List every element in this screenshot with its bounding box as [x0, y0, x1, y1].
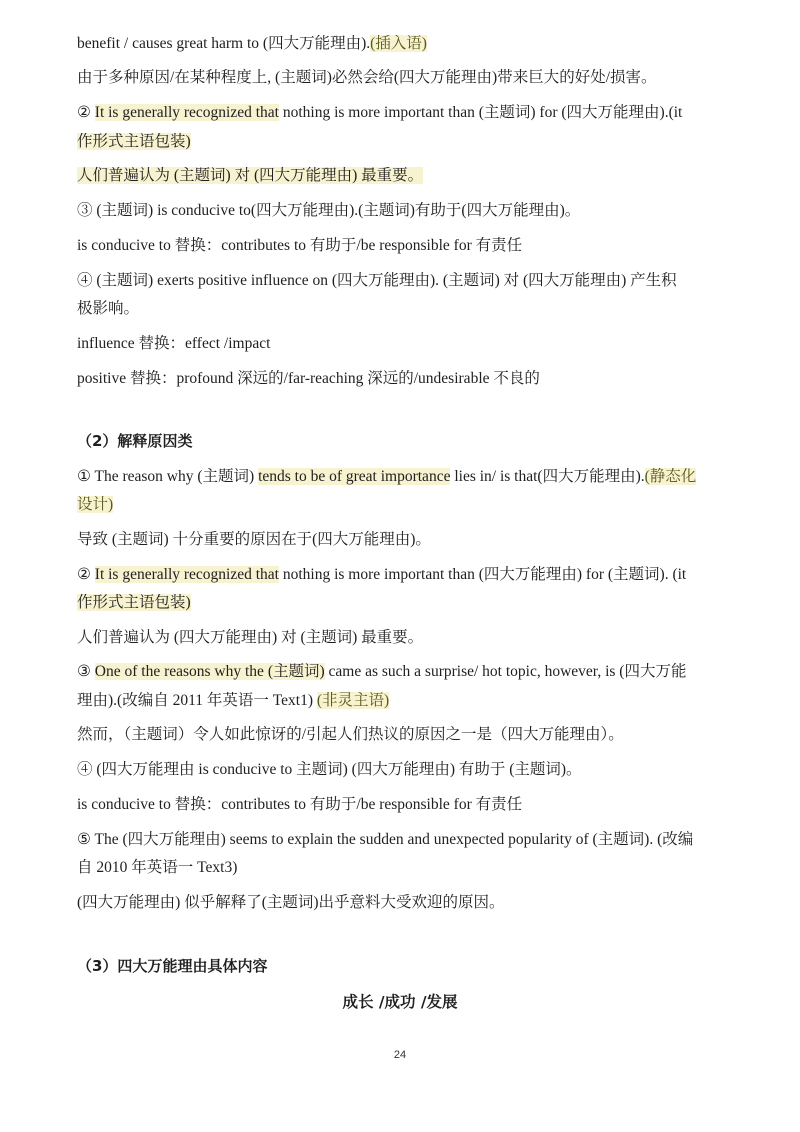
section-heading: （2）解释原因类 [77, 432, 193, 450]
paragraph-line [77, 131, 728, 153]
paragraph-line [77, 661, 728, 683]
paragraph-line [77, 102, 728, 124]
paragraph-line: ③ (主题词) is conducive to(四大万能理由).(主题词)有助于(四大万能理由)。 [77, 202, 581, 219]
highlighted-phrase: It is generally recognized that [94, 566, 279, 583]
text: nothing is more important than (四大万能理由) for (主题词). (it [278, 566, 687, 583]
text: ② [77, 566, 95, 583]
paragraph-line: is conducive to 替换：contributes to 有助于/be responsible for 有责任 [77, 796, 523, 813]
highlighted-phrase: 作形式主语包装) [77, 133, 191, 150]
section-heading: （3）四大万能理由具体内容 [77, 957, 268, 975]
paragraph-line: 人们普遍认为 (四大万能理由) 对 (主题词) 最重要。 [77, 629, 424, 646]
paragraph-line: 由于多种原因/在某种程度上, (主题词)必然会给(四大万能理由)带来巨大的好处/损害。 [77, 69, 657, 86]
annotation: (插入语) [370, 35, 427, 52]
paragraph-line: 极影响。 [77, 300, 140, 317]
highlighted-phrase: One of the reasons why the (主题词) [94, 663, 325, 680]
paragraph-line: 导致 (主题词) 十分重要的原因在于(四大万能理由)。 [77, 531, 431, 548]
paragraph-line [77, 690, 728, 712]
paragraph-line: 自 2010 年英语一 Text3) [77, 859, 238, 876]
paragraph-line: positive 替换：profound 深远的/far-reaching 深远的/undesirable 不良的 [77, 370, 540, 387]
text: ① The reason why (主题词) [77, 468, 259, 485]
text: ③ [77, 663, 95, 680]
paragraph-line [77, 564, 728, 586]
paragraph-line: (四大万能理由) 似乎解释了(主题词)出乎意料大受欢迎的原因。 [77, 894, 505, 911]
paragraph-line [77, 494, 728, 516]
annotation: (非灵主语) [316, 692, 390, 709]
paragraph-line: ⑤ The (四大万能理由) seems to explain the sudden and unexpected popularity of (主题词). (改编 [77, 831, 694, 848]
paragraph-line [77, 33, 728, 55]
text: 理由).(改编自 2011 年英语一 Text1) [77, 692, 317, 709]
section-subtitle: 成长 /成功 /发展 [342, 993, 458, 1011]
paragraph-line: 然而，（主题词）令人如此惊讶的/引起人们热议的原因之一是（四大万能理由）。 [77, 726, 624, 743]
text: lies in/ is that(四大万能理由). [450, 468, 645, 485]
paragraph-line: ④ (主题词) exerts positive influence on (四大万能理由). (主题词) 对 (四大万能理由) 产生积 [77, 272, 677, 289]
annotation: (静态化 [644, 468, 697, 485]
paragraph-line [77, 592, 728, 614]
text: benefit / causes great harm to (四大万能理由). [77, 35, 371, 52]
highlighted-phrase: tends to be of great importance [258, 468, 451, 485]
paragraph-line [77, 165, 728, 187]
text: ② [77, 104, 95, 121]
paragraph-line: ④ (四大万能理由 is conducive to 主题词) (四大万能理由) 有助于 (主题词)。 [77, 761, 582, 778]
text: nothing is more important than (主题词) for (四大万能理由).(it [278, 104, 683, 121]
paragraph-line: influence 替换：effect /impact [77, 335, 271, 352]
highlighted-phrase: 作形式主语包装) [77, 594, 191, 611]
highlighted-phrase: It is generally recognized that [94, 104, 279, 121]
paragraph-line [77, 466, 728, 488]
paragraph-line: is conducive to 替换：contributes to 有助于/be responsible for 有责任 [77, 237, 523, 254]
page-number: 24 [393, 1049, 407, 1061]
text: came as such a surprise/ hot topic, however, is (四大万能 [324, 663, 687, 680]
annotation: 设计) [77, 496, 114, 513]
highlighted-phrase: 人们普遍认为 (主题词) 对 (四大万能理由) 最重要。 [77, 167, 424, 184]
